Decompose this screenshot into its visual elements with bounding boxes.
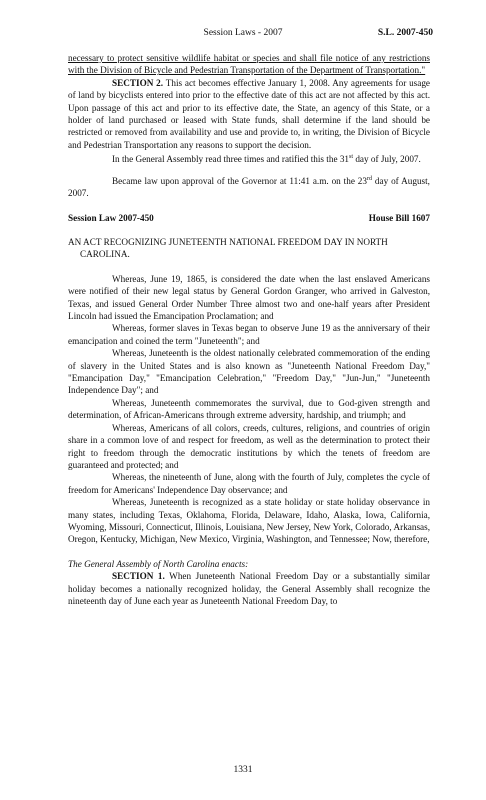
ratification-text: In the General Assembly read three times and ratified this the 31 bbox=[112, 154, 350, 165]
whereas-clause: Whereas, former slaves in Texas began to observe June 19 as the anniversary of their emancipation and coined the term "Juneteenth"; and bbox=[68, 323, 430, 346]
page-body bbox=[68, 52, 430, 607]
header-law-number: S.L. 2007-450 bbox=[377, 28, 433, 38]
section-1-label: SECTION 1. bbox=[112, 571, 165, 582]
act-title: AN ACT RECOGNIZING JUNETEENTH NATIONAL FREEDOM DAY IN NORTH CAROLINA. bbox=[68, 237, 388, 260]
ratification-ordinal: st bbox=[349, 154, 354, 161]
header-title: Session Laws - 2007 bbox=[203, 28, 283, 38]
page-number: 1331 bbox=[233, 765, 253, 775]
approval-ordinal: rd bbox=[367, 175, 372, 182]
whereas-clause: Whereas, Juneteenth is recognized as a state holiday or state holiday observance in many states, including Texas, Oklahoma, Florida, Delaware, Idaho, Alaska, Iowa, California, Wyoming, Missouri, Connecticut, Illinois, Louisiana, New Jersey, New York, Colorado, Arkansas, Oregon, Kentucky, Michigan, New Mexico, Virginia, Washington, and Tennessee; Now, therefore, bbox=[68, 497, 430, 545]
ratification-date: day of July, 2007. bbox=[353, 154, 421, 165]
approval-statement bbox=[68, 173, 430, 200]
enacting-clause: The General Assembly of North Carolina enacts: bbox=[68, 558, 249, 569]
section-1-paragraph bbox=[68, 570, 430, 607]
approval-date: day of August, 2007. bbox=[68, 175, 430, 199]
whereas-clause: Whereas, Juneteenth commemorates the survival, due to God-given strength and determination, of African-Americans through extreme adversity, hardship, and triumph; and bbox=[68, 397, 430, 421]
running-header bbox=[0, 28, 486, 40]
previous-law-continuation: necessary to protect sensitive wildlife habitat or species and shall file notice of any restrictions with the Division of Bicycle and Pedestrian Transportation of the Department of Transportation." bbox=[68, 53, 430, 76]
approval-text: Became law upon approval of the Governor at 11:41 a.m. on the 23 bbox=[112, 175, 367, 186]
section-2-paragraph bbox=[68, 77, 430, 151]
section-2-text: This act becomes effective January 1, 2008. Any agreements for usage of land by bicyclists entered into prior to the effective date of this act are not affected by this act. Upon passage of this act and prior to its effective date, the State, an agency of this State, or a holder of land purchased or leased with State funds, shall determine if the land should be restricted or removed from availability and use and provide to, in writing, the Division of Bicycle and Pedestrian Transportation any reasons to support the decision. bbox=[68, 77, 430, 150]
whereas-clauses bbox=[68, 273, 430, 546]
whereas-clause: Whereas, June 19, 1865, is considered the date when the last enslaved Americans were notified of their new legal status by General Gordon Granger, who arrived in Galveston, Texas, and issued General Order Number Three almost two and one-half years after President Lincoln had issued the Emancipation Proclamation; and bbox=[68, 273, 430, 322]
section-1-text: When Juneteenth National Freedom Day or a substantially similar holiday becomes a nationally recognized holiday, the General Assembly shall recognize the nineteenth day of June each year as Juneteenth National Freedom Day, to bbox=[68, 571, 431, 606]
whereas-clause: Whereas, Americans of all colors, creeds, cultures, religions, and countries of origin share in a common love of and respect for freedom, as well as the determination to protect their right to freedom through the democratic institutions by which the tenets of freedom are guaranteed and protected; and bbox=[68, 422, 430, 470]
section-2-label: SECTION 2. bbox=[112, 77, 164, 88]
ratification-statement bbox=[68, 151, 430, 165]
whereas-clause: Whereas, Juneteenth is the oldest nationally celebrated commemoration of the ending of slavery in the United States and is also known as "Juneteenth National Freedom Day," "Emancipation Day," "Emancipation Celebration," "Freedom Day," "Jun-Jun," "Juneteenth Independence Day"; and bbox=[68, 348, 430, 396]
whereas-clause: Whereas, the nineteenth of June, along with the fourth of July, completes the cycle of freedom for Americans' Independence Day observance; and bbox=[68, 472, 430, 495]
session-law-heading bbox=[68, 212, 430, 224]
session-law-number: Session Law 2007-450 bbox=[68, 212, 154, 223]
house-bill-number: House Bill 1607 bbox=[368, 212, 430, 223]
